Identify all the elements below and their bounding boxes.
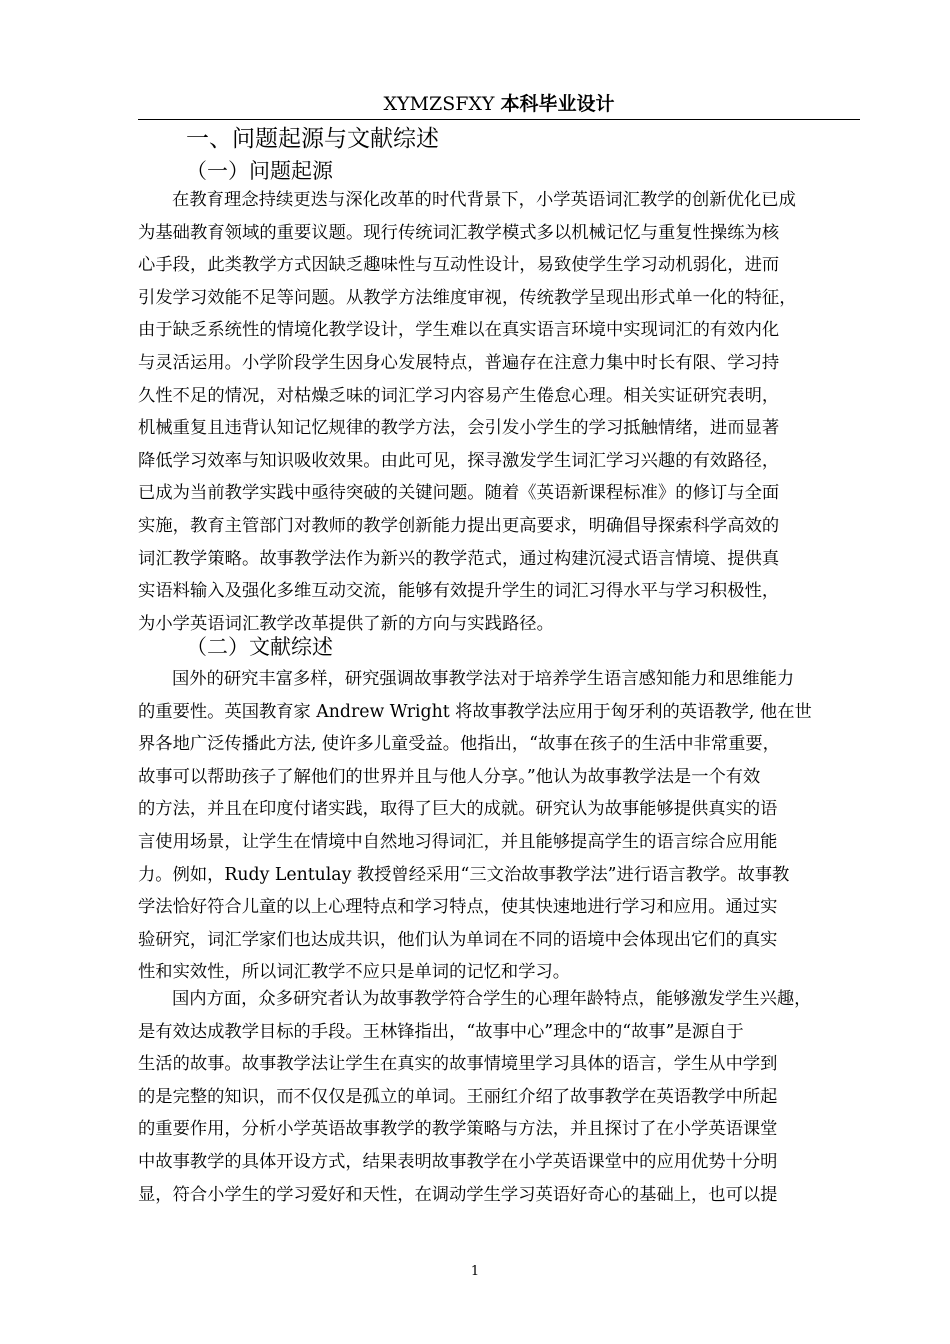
paragraph-origin [138,184,860,640]
text-line: 实语料输入及强化多维互动交流，能够有效提升学生的词汇习得水平与学习积极性， [138,581,780,602]
text-line: 生活的故事。故事教学法让学生在真实的故事情境里学习具体的语言，学生从中学到 [138,1054,778,1075]
text-line: 的重要作用，分析小学英语故事教学的教学策略与方法，并且探讨了在小学英语课堂 [138,1119,778,1140]
text-line: 降低学习效率与知识吸收效果。由此可见，探寻激发学生词汇学习兴趣的有效路径， [138,450,780,471]
text-line: 引发学习效能不足等问题。从教学方法维度审视，传统教学呈现出形式单一化的特征， [138,287,797,308]
text-line: 力。例如，Rudy Lentulay 教授曾经采用“三文治故事教学法”进行语言教学。故事教 [138,864,790,885]
text-line: 故事可以帮助孩子了解他们的世界并且与他人分享。”他认为故事教学法是一个有效 [138,766,761,787]
text-line: 言使用场景，让学生在情境中自然地习得词汇，并且能够提高学生的语言综合应用能 [138,831,778,852]
subsection-title-origin: （一）问题起源 [186,159,333,183]
text-line: 为基础教育领域的重要议题。现行传统词汇教学模式多以机械记忆与重复性操练为核 [138,222,780,243]
section-title: 一、问题起源与文献综述 [186,126,439,152]
text-line: 的重要性。英国教育家 Andrew Wright 将故事教学法应用于匈牙利的英语教学, 他在世 [138,701,812,722]
text-line: 的是完整的知识，而不仅仅是孤立的单词。王丽红介绍了故事教学在英语教学中所起 [138,1086,778,1107]
text-line: 验研究，词汇学家们也达成共识，他们认为单词在不同的语境中会体现出它们的真实 [138,929,778,950]
text-line: 的方法，并且在印度付诸实践，取得了巨大的成就。研究认为故事能够提供真实的语 [138,799,778,820]
text-line: 在教育理念持续更迭与深化改革的时代背景下，小学英语词汇教学的创新优化已成 [172,190,796,210]
subsection-title-review: （二）文献综述 [186,635,333,659]
paragraph-foreign-research [138,663,860,989]
text-line: 与灵活运用。小学阶段学生因身心发展特点，普遍存在注意力集中时长有限、学习持 [138,352,780,373]
text-line: 国内方面，众多研究者认为故事教学符合学生的心理年龄特点，能够激发学生兴趣， [172,989,812,1009]
paragraph-domestic-research [138,983,860,1211]
text-line: 性和实效性，所以词汇教学不应只是单词的记忆和学习。 [138,962,571,983]
header-label: 本科毕业设计 [500,93,615,115]
header-code: XYMZSFXY [383,93,495,115]
header-rule [138,119,860,120]
text-line: 显，符合小学生的学习爱好和天性，在调动学生学习英语好奇心的基础上，也可以提 [138,1184,778,1205]
text-line: 界各地广泛传播此方法, 使许多儿童受益。他指出，“故事在孩子的生活中非常重要， [138,734,780,755]
text-line: 久性不足的情况，对枯燥乏味的词汇学习内容易产生倦怠心理。相关实证研究表明， [138,385,780,406]
text-line: 中故事教学的具体开设方式，结果表明故事教学在小学英语课堂中的应用优势十分明 [138,1151,778,1172]
text-line: 为小学英语词汇教学改革提供了新的方向与实践路径。 [138,613,554,634]
text-line: 是有效达成教学目标的手段。王林锋指出，“故事中心”理念中的“故事”是源自于 [138,1021,744,1042]
text-line: 心手段，此类教学方式因缺乏趣味性与互动性设计，易致使学生学习动机弱化，进而 [138,255,780,276]
text-line: 学法恰好符合儿童的以上心理特点和学习特点，使其快速地进行学习和应用。通过实 [138,897,778,918]
text-line: 词汇教学策略。故事教学法作为新兴的教学范式，通过构建沉浸式语言情境、提供真 [138,548,780,569]
text-line: 实施，教育主管部门对教师的教学创新能力提出更高要求，明确倡导探索科学高效的 [138,515,780,536]
text-line: 国外的研究丰富多样，研究强调故事教学法对于培养学生语言感知能力和思维能力 [172,669,795,689]
text-line: 由于缺乏系统性的情境化教学设计，学生难以在真实语言环境中实现词汇的有效内化 [138,320,780,341]
text-line: 已成为当前教学实践中亟待突破的关键问题。随着《英语新课程标准》的修订与全面 [138,483,780,504]
running-header [138,90,860,118]
page-number: 1 [470,1264,480,1279]
text-line: 机械重复且违背认知记忆规律的教学方法，会引发小学生的学习抵触情绪，进而显著 [138,418,780,439]
